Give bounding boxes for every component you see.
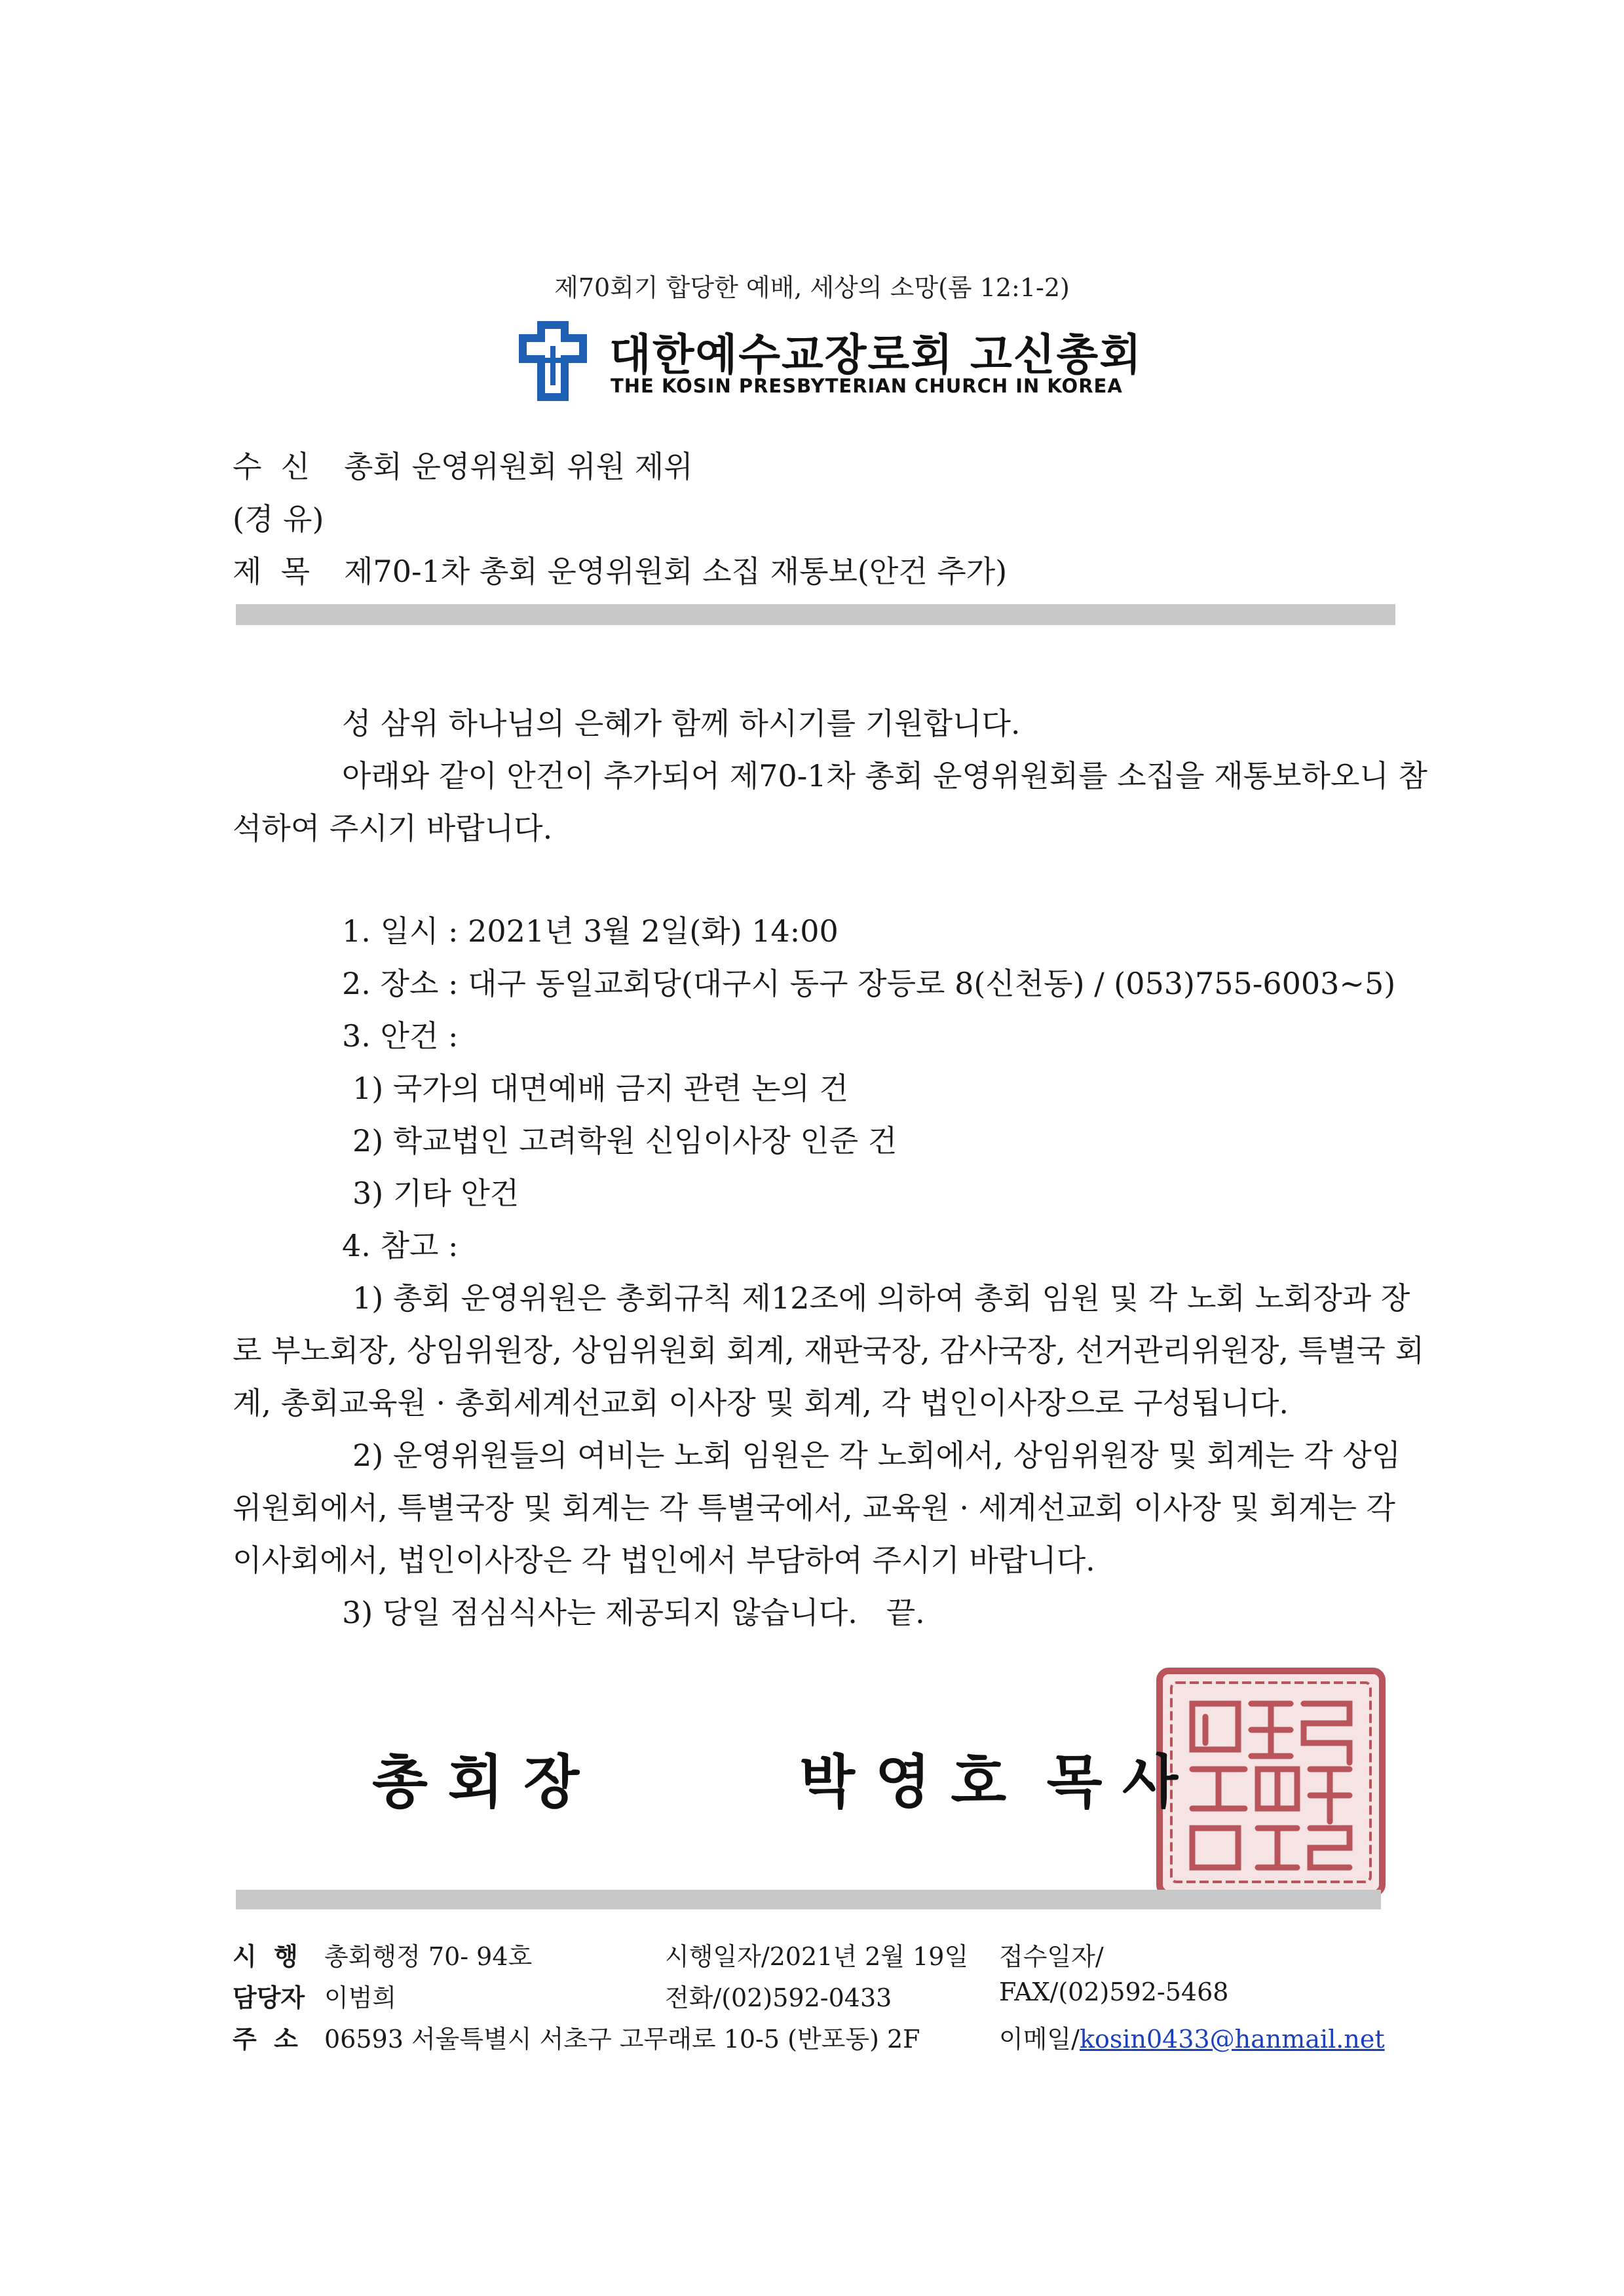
subject-row [233,548,1007,591]
via-row: (경 유) [233,501,324,537]
signature-name: 박 영 호 목 사 [799,1748,1179,1816]
motto: 제70회기 합당한 예배, 세상의 소망(롬 12:1-2) [554,273,1070,302]
cross-logo-icon [512,320,597,405]
org-name-kr: 대한예수교장로회 고신총회 [609,330,1143,380]
agenda-item-1: 1) 국가의 대면예배 금지 관련 논의 건 [352,1071,849,1106]
recipient-row [233,443,693,486]
footer-row-2 [233,1978,396,2014]
email-label: 이메일/ [999,2025,1080,2054]
official-seal-icon [1153,1664,1389,1900]
receipt-date: 접수일자/ [999,1942,1104,1971]
item-notes: 4. 참고 : [342,1228,459,1263]
doc-label: 시 행 [233,1942,298,1971]
note-2-line-1: 2) 운영위원들의 여비는 노회 임원은 각 노회에서, 상임위원장 및 회계는 각 상임 [352,1438,1401,1473]
agenda-item-3: 3) 기타 안건 [352,1176,519,1211]
greeting: 성 삼위 하나님의 은혜가 함께 하시기를 기원합니다. [342,706,1021,741]
address-label: 주 소 [233,2025,298,2054]
recipient-label: 수 신 [233,449,311,484]
org-logo [512,320,1143,405]
item-datetime: 1. 일시 : 2021년 3월 2일(화) 14:00 [342,913,839,949]
footer-divider [236,1890,1381,1909]
fax: FAX/(02)592-5468 [999,1978,1229,2006]
intro-line-1: 아래와 같이 안건이 추가되어 제70-1차 총회 운영위원회를 소집을 재통보하오니 참 [342,758,1427,794]
footer-row-3 [233,2019,920,2055]
item-agenda: 3. 안건 : [342,1018,459,1054]
recipient: 총회 운영위원회 위원 제위 [344,449,693,484]
note-2-line-3: 이사회에서, 법인이사장은 각 법인에서 부담하여 주시기 바랍니다. [233,1542,1095,1578]
header-divider [236,604,1395,625]
phone: 전화/(02)592-0433 [665,1983,892,2012]
agenda-item-2: 2) 학교법인 고려학원 신임이사장 인준 건 [352,1123,897,1158]
note-2-line-2: 위원회에서, 특별국장 및 회계는 각 특별국에서, 교육원 · 세계선교회 이사장 및 회계는 각 [233,1490,1395,1525]
intro-line-2: 석하여 주시기 바랍니다. [233,811,553,846]
signature-title: 총 회 장 [372,1748,580,1816]
footer-row-1 [233,1936,532,1972]
note-1-line-3: 계, 총회교육원 · 총회세계선교회 이사장 및 회계, 각 법인이사장으로 구성됩니다. [233,1385,1289,1421]
subject: 제70-1차 총회 운영위원회 소집 재통보(안건 추가) [344,554,1008,589]
subject-label: 제 목 [233,554,311,589]
org-name-en: THE KOSIN PRESBYTERIAN CHURCH IN KOREA [611,375,1123,397]
manager: 이범희 [324,1983,397,2012]
email-link[interactable]: kosin0433@hanmail.net [1079,2025,1385,2054]
note-1-line-1: 1) 총회 운영위원은 총회규칙 제12조에 의하여 총회 임원 및 각 노회 노회장과 장 [352,1280,1410,1316]
note-3: 3) 당일 점심식사는 제공되지 않습니다. 끝. [342,1595,925,1630]
doc-no: 총회행정 70- 94호 [324,1942,533,1971]
item-location: 2. 장소 : 대구 동일교회당(대구시 동구 장등로 8(신천동) / (053)755-6003~5) [342,966,1396,1001]
issue-date: 시행일자/2021년 2월 19일 [665,1942,969,1971]
note-1-line-2: 로 부노회장, 상임위원장, 상임위원회 회계, 재판국장, 감사국장, 선거관리위원장, 특별국 회 [233,1333,1425,1368]
address: 06593 서울특별시 서초구 고무래로 10-5 (반포동) 2F [324,2025,920,2054]
manager-label: 담당자 [233,1983,305,2012]
email-row [999,2019,1385,2055]
